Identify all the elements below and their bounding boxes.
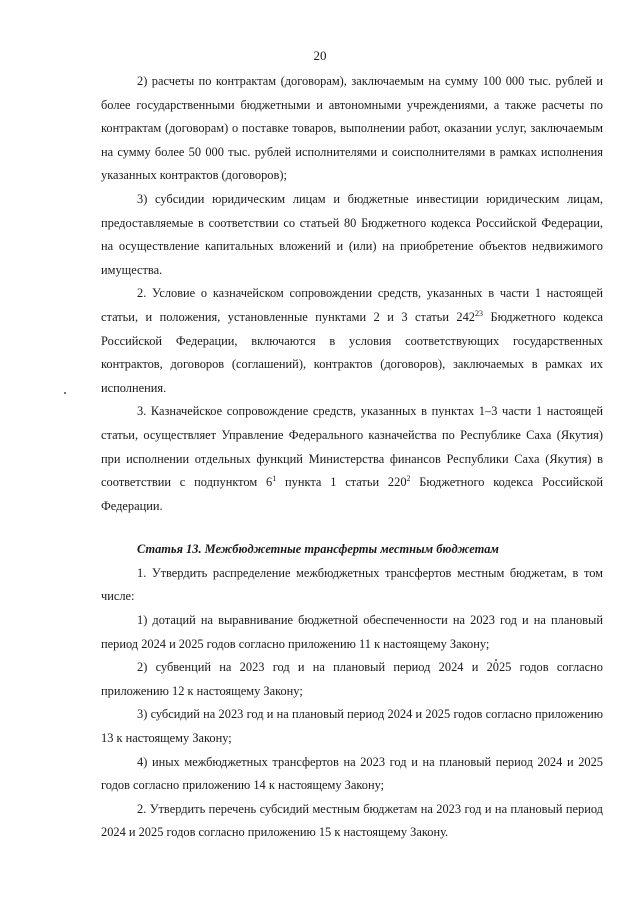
document-body — [101, 70, 603, 845]
scan-artifact-dot — [64, 392, 66, 394]
paragraph-subventions: 2) субвенций на 2023 год и на плановый период 2024 и 2025 годов согласно приложению 12 к настоящему Закону; — [101, 660, 603, 698]
paragraph-treasury-condition: 2. Условие о казначейском сопровождении средств, указанных в части 1 настоящей статьи, и положения, установленные пунктами 2 и 3 статьи $242^{23}$ Бюджетного кодекса Российской Федерации, включаются в условия соответствующих государственных контрактов, договоров (соглашений), контрактов (договоров), заключаемых в рамках их исполнения. — [101, 286, 603, 395]
paragraph-subsidies-equalization: 1) дотаций на выравнивание бюджетной обеспеченности на 2023 год и на плановый период 2024 и 2025 годов согласно приложению 11 к настоящему Закону; — [101, 613, 603, 651]
section-gap — [101, 518, 603, 538]
superscript: 2 — [406, 474, 411, 484]
paragraph-settlements-contracts: 2) расчеты по контрактам (договорам), заключаемым на сумму 100 000 тыс. рублей и более государственными бюджетными и автономными учреждениями, а также расчеты по контрактам (договорам) о поставке товаров, выполнении работ, оказании услуг, заключаемым на сумму более 50 000 тыс. рублей исполнителями и соисполнителями в рамках исполнения указанных контрактов (договоров); — [101, 74, 603, 183]
article-13-heading: Статья 13. Межбюджетные трансферты местным бюджетам — [137, 542, 499, 557]
paragraph-subsidies: 3) субсидий на 2023 год и на плановый период 2024 и 2025 годов согласно приложению 13 к настоящему Закону; — [101, 707, 603, 746]
superscript: 1 — [272, 474, 277, 484]
paragraph-approve-distribution: 1. Утвердить распределение межбюджетных трансфертов местным бюджетам, в том числе: — [101, 565, 603, 604]
paragraph-treasury-office: 3. Казначейское сопровождение средств, указанных в пунктах 1–3 части 1 настоящей статьи, осуществляет Управление Федерального казначейства по Республике Саха (Якутия) при исполнении отдельных функций Министерства финансов Республики Саха (Якутия) в соответствии с подпунктом $6^1$ пункта 1 статьи $220^2$ Бюджетного кодекса Российской Федерации. — [101, 404, 604, 513]
paragraph-other-transfers: 4) иных межбюджетных трансфертов на 2023 год и на плановый период 2024 и 2025 годов согласно приложению 14 к настоящему Закону; — [101, 754, 603, 793]
superscript: 23 — [475, 308, 484, 318]
paragraph-subsidies-list: 2. Утвердить перечень субсидий местным бюджетам на 2023 год и на плановый период 2024 и 2025 годов согласно приложению 15 к настоящему Закону. — [101, 801, 603, 840]
paragraph-subsidies-legal-entities: 3) субсидии юридическим лицам и бюджетные инвестиции юридическим лицам, предоставляемые в соответствии со статьей 80 Бюджетного кодекса Российской Федерации, на осуществление капитальных вложений и (или) на приобретение объектов недвижимого имущества. — [101, 191, 603, 277]
page-number: 20 — [313, 48, 327, 63]
